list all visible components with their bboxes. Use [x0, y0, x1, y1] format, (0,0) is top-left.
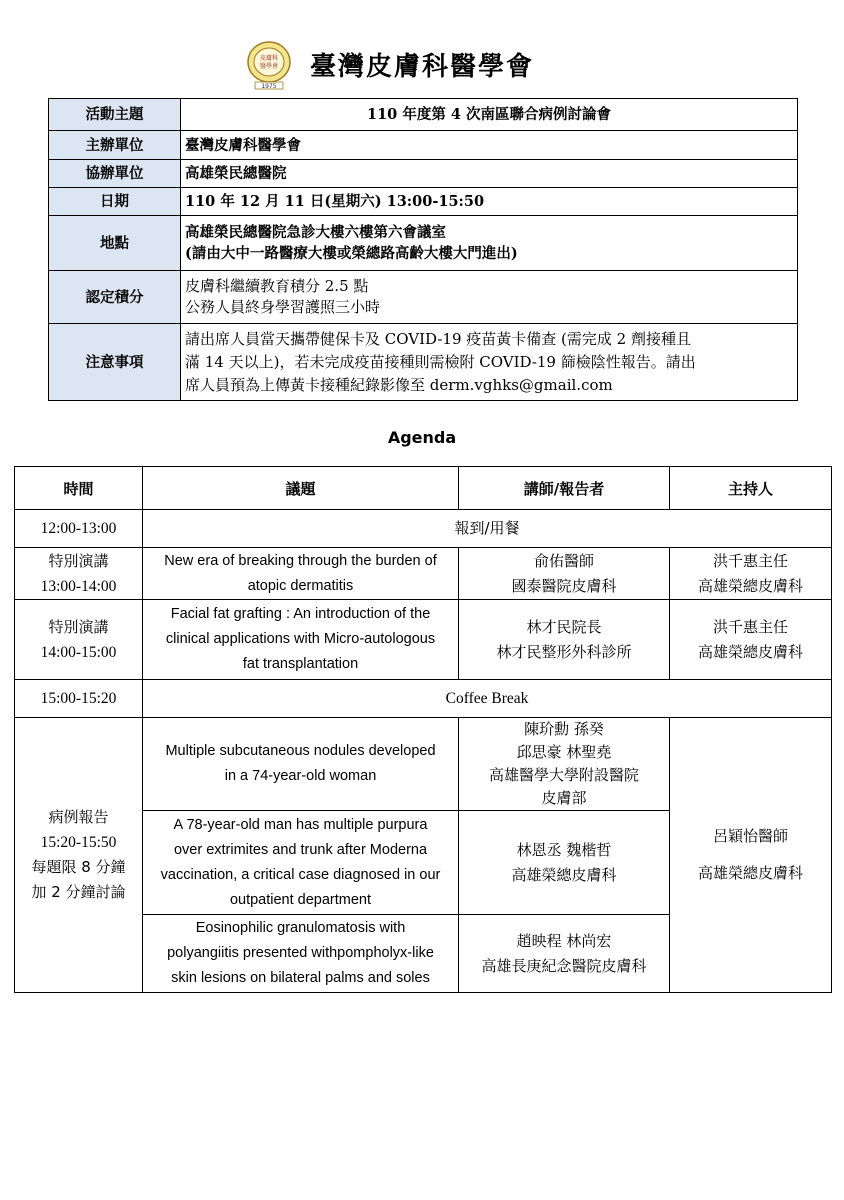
topic-line: outpatient department: [229, 891, 372, 908]
date-row: [49, 188, 798, 216]
talk-time: 13:00-14:00: [40, 577, 117, 595]
talk1-moderator: [670, 548, 832, 600]
moderator-name: 呂穎怡醫師: [712, 827, 788, 845]
co-host-label: 協辦單位: [49, 160, 181, 188]
cases-rule: 加 2 分鐘討論: [31, 883, 126, 901]
case1-row: [15, 718, 832, 811]
notes-line: 席人員預為上傳黃卡接種紀錄影像至 derm.vghks@gmail.com: [185, 375, 613, 394]
col-header-topic: 議題: [143, 467, 459, 510]
cases-moderator: [670, 718, 832, 993]
talk1-speaker: [459, 548, 670, 600]
moderator-affiliation: 高雄榮總皮膚科: [697, 864, 803, 882]
agenda-title: Agenda: [387, 428, 457, 447]
moderator-name: 洪千惠主任: [712, 551, 788, 570]
notes-value: [181, 324, 798, 401]
speaker-name: 林恩丞 魏楷哲: [516, 840, 612, 859]
topic-line: vaccination, a critical case diagnosed in our: [160, 866, 441, 883]
agenda-table: [14, 466, 832, 993]
date-label: 日期: [49, 188, 181, 216]
moderator-spacer: [673, 849, 828, 861]
society-seal-logo: [246, 40, 292, 90]
talk-time: 14:00-15:00: [40, 643, 117, 661]
col-header-time: 時間: [15, 467, 143, 510]
co-host-value: 高雄榮民總醫院: [181, 160, 798, 188]
topic-row: [49, 99, 798, 131]
cases-rule: 每題限 8 分鐘: [31, 858, 126, 876]
org-title: 臺灣皮膚科醫學會: [310, 52, 535, 82]
speaker-affiliation: 高雄榮總皮膚科: [511, 865, 617, 884]
topic-line: fat transplantation: [242, 656, 359, 672]
case3-topic: [143, 915, 459, 993]
speaker-affiliation: 高雄長庚紀念醫院皮膚科: [481, 956, 647, 975]
registration-time: 12:00-13:00: [15, 510, 143, 548]
case1-speaker: [459, 718, 670, 811]
break-time: 15:00-15:20: [15, 680, 143, 718]
logo-year: 1975: [261, 83, 277, 90]
case3-speaker: [459, 915, 670, 993]
topic-line: atopic dermatitis: [247, 577, 354, 594]
case1-topic: [143, 718, 459, 811]
talk2-topic: [143, 600, 459, 680]
talk2-time: [15, 600, 143, 680]
topic-value: 110 年度第 4 次南區聯合病例討論會: [181, 99, 798, 131]
credits-row: [49, 271, 798, 324]
venue-value: [181, 216, 798, 271]
topic-label: 活動主題: [49, 99, 181, 131]
topic-line: A 78-year-old man has multiple purpura: [173, 816, 428, 833]
speaker-name: 俞佑醫師: [533, 551, 594, 570]
topic-line: Eosinophilic granulomatosis with: [195, 920, 406, 936]
talk2-moderator: [670, 600, 832, 680]
case2-speaker: [459, 811, 670, 915]
moderator-affiliation: 高雄榮總皮膚科: [697, 576, 803, 595]
cases-label: [15, 718, 143, 993]
credits-label: 認定積分: [49, 271, 181, 324]
talk-type: 特別演講: [48, 551, 109, 570]
col-header-moderator: 主持人: [670, 467, 832, 510]
notes-label: 注意事項: [49, 324, 181, 401]
agenda-header-row: [15, 467, 832, 510]
speaker-affiliation: 皮膚部: [541, 789, 587, 807]
topic-line: New era of breaking through the burden of: [164, 552, 437, 569]
svg-text:醫學會: 醫學會: [259, 63, 279, 70]
speaker-affiliation: 高雄醫學大學附設醫院: [488, 766, 639, 784]
speaker-name: 林才民院長: [526, 617, 602, 636]
cases-type: 病例報告: [48, 808, 109, 826]
talk1-topic: [143, 548, 459, 600]
speaker-name: 趙映程 林尚宏: [516, 931, 612, 950]
credits-value: [181, 271, 798, 324]
venue-entrance-note: (請由大中一路醫療大樓或榮總路高齡大樓大門進出): [185, 245, 518, 262]
credits-line: 公務人員終身學習護照三小時: [185, 298, 381, 316]
speaker-affiliation: 林才民整形外科診所: [496, 642, 632, 661]
case2-topic: [143, 811, 459, 915]
host-label: 主辦單位: [49, 131, 181, 160]
registration-label: 報到/用餐: [143, 510, 832, 548]
break-row: [15, 680, 832, 718]
speaker-name: 陳玠勳 孫癸: [524, 720, 604, 738]
talk-type: 特別演講: [48, 617, 109, 636]
speaker-affiliation: 國泰醫院皮膚科: [511, 576, 617, 595]
col-header-speaker: 講師/報告者: [459, 467, 670, 510]
svg-text:皮膚科: 皮膚科: [259, 55, 279, 62]
notes-row: [49, 324, 798, 401]
host-value: 臺灣皮膚科醫學會: [181, 131, 798, 160]
co-host-row: [49, 160, 798, 188]
cases-time: 15:20-15:50: [40, 834, 117, 851]
moderator-name: 洪千惠主任: [712, 617, 788, 636]
registration-row: [15, 510, 832, 548]
notes-line: 請出席人員當天攜帶健保卡及 COVID-19 疫苗黃卡備查 (需完成 2 劑接種且: [185, 329, 691, 348]
break-label: Coffee Break: [143, 680, 832, 718]
venue-label: 地點: [49, 216, 181, 271]
talk1-time: [15, 548, 143, 600]
host-row: [49, 131, 798, 160]
talk2-row: [15, 600, 832, 680]
notes-line: 滿 14 天以上)，若未完成疫苗接種則需檢附 COVID-19 篩檢陰性報告。請出: [185, 352, 696, 371]
credits-line: 皮膚科繼續教育積分 2.5 點: [185, 277, 369, 295]
speaker-name: 邱思豪 林聖堯: [516, 743, 612, 761]
topic-line: Facial fat grafting : An introduction of the: [170, 606, 431, 622]
topic-line: skin lesions on bilateral palms and soles: [171, 970, 430, 986]
venue-row: [49, 216, 798, 271]
event-info-table: [48, 98, 798, 401]
topic-line: clinical applications with Micro-autologous: [165, 631, 436, 647]
moderator-affiliation: 高雄榮總皮膚科: [697, 642, 803, 661]
page-header: [0, 38, 844, 90]
venue-line: 高雄榮民總醫院急診大樓六樓第六會議室: [185, 224, 446, 241]
topic-line: Multiple subcutaneous nodules developed: [165, 743, 436, 759]
date-value: 110 年 12 月 11 日(星期六) 13:00-15:50: [181, 188, 798, 216]
topic-line: polyangiitis presented withpompholyx-like: [167, 945, 434, 961]
talk1-row: [15, 548, 832, 600]
talk2-speaker: [459, 600, 670, 680]
topic-line: over extrimites and trunk after Moderna: [173, 841, 428, 858]
topic-line: in a 74-year-old woman: [224, 768, 377, 784]
